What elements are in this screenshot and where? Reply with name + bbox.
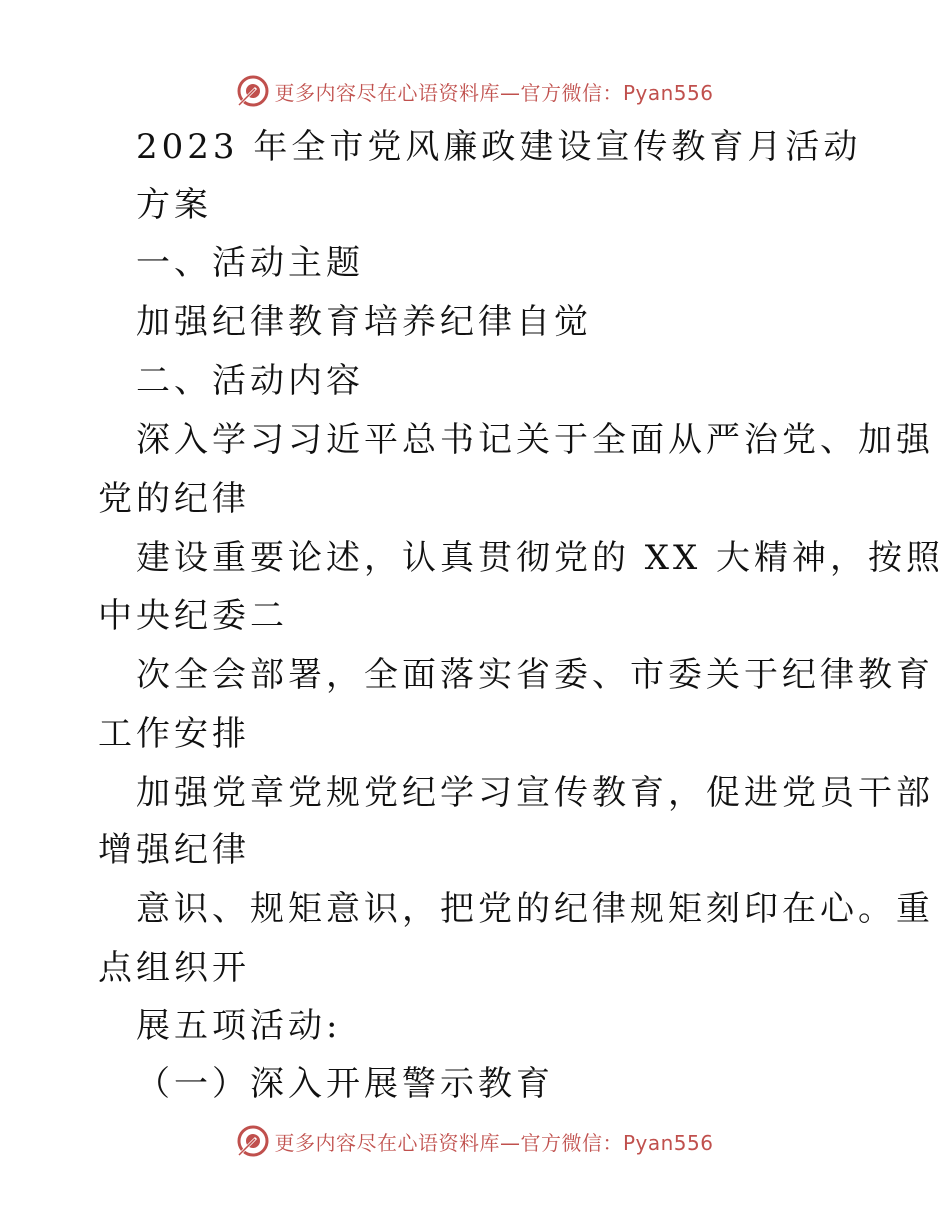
document-title-line-1: 2023 年全市党风廉政建设宣传教育月活动 — [136, 127, 862, 167]
paragraph-line: 建设重要论述，认真贯彻党的 XX 大精神，按照 — [136, 538, 945, 578]
paragraph-line: 加强纪律教育培养纪律自觉 — [136, 302, 592, 342]
paragraph-line: 加强党章党规党纪学习宣传教育，促进党员干部 — [136, 773, 934, 813]
section-heading-1: 一、活动主题 — [136, 243, 364, 283]
paragraph-line: 党的纪律 — [98, 479, 250, 519]
paragraph-line: 意识、规矩意识，把党的纪律规矩刻印在心。重 — [136, 889, 934, 929]
subsection-heading-1: （一）深入开展警示教育 — [136, 1064, 554, 1104]
section-heading-2: 二、活动内容 — [136, 361, 364, 401]
watermark-banner-bottom — [0, 1121, 950, 1161]
paragraph-line: 中央纪委二 — [98, 596, 288, 636]
paragraph-line: 展五项活动: — [136, 1006, 342, 1046]
watermark-text: 更多内容尽在心语资料库—官方微信：Pyan556 — [274, 1130, 714, 1155]
pen-seal-icon — [236, 74, 270, 108]
paragraph-line: 工作安排 — [98, 714, 250, 754]
paragraph-line: 点组织开 — [98, 948, 250, 988]
paragraph-line: 深入学习习近平总书记关于全面从严治党、加强 — [136, 420, 934, 460]
pen-seal-icon — [236, 1124, 270, 1158]
paragraph-line: 增强纪律 — [98, 830, 250, 870]
paragraph-line: 次全会部署，全面落实省委、市委关于纪律教育 — [136, 655, 934, 695]
watermark-text: 更多内容尽在心语资料库—官方微信：Pyan556 — [274, 80, 714, 105]
document-title-line-2: 方案 — [136, 185, 212, 225]
watermark-banner-top — [0, 71, 950, 111]
